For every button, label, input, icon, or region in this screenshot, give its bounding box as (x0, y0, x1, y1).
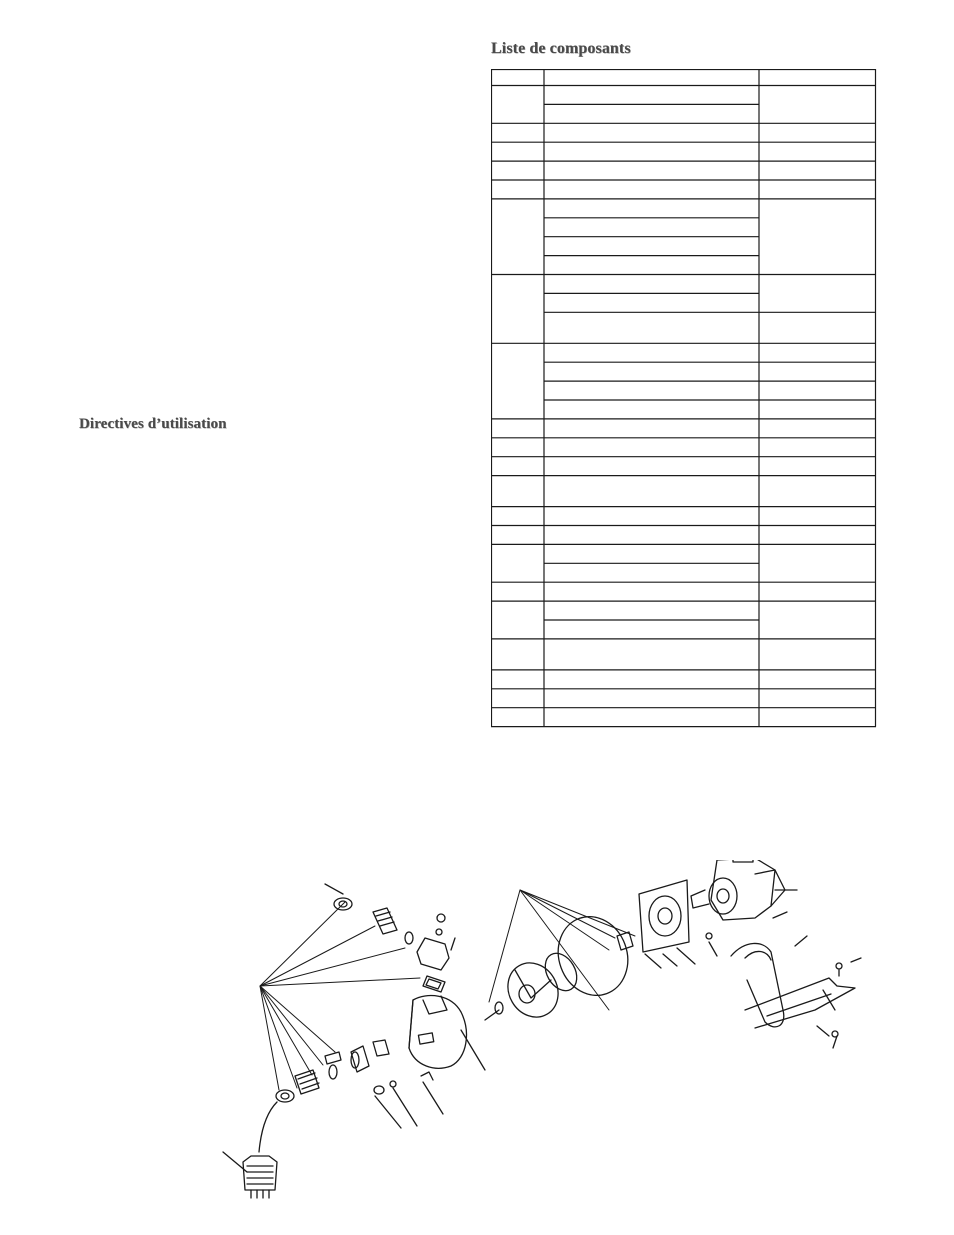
parts-list-heading: Liste de composants (491, 40, 631, 57)
impeller-group (485, 890, 639, 1026)
hose-and-strainer (223, 1102, 277, 1198)
exploded-pump-diagram (215, 860, 880, 1205)
operating-instructions-heading: Directives d’utilisation (79, 416, 227, 432)
engine (691, 860, 797, 920)
pump-casing (409, 996, 485, 1070)
parts-table-grid (491, 69, 879, 729)
back-plate (617, 880, 717, 968)
frame (731, 936, 861, 1048)
top-fittings (325, 884, 455, 992)
front-components (276, 1040, 443, 1128)
